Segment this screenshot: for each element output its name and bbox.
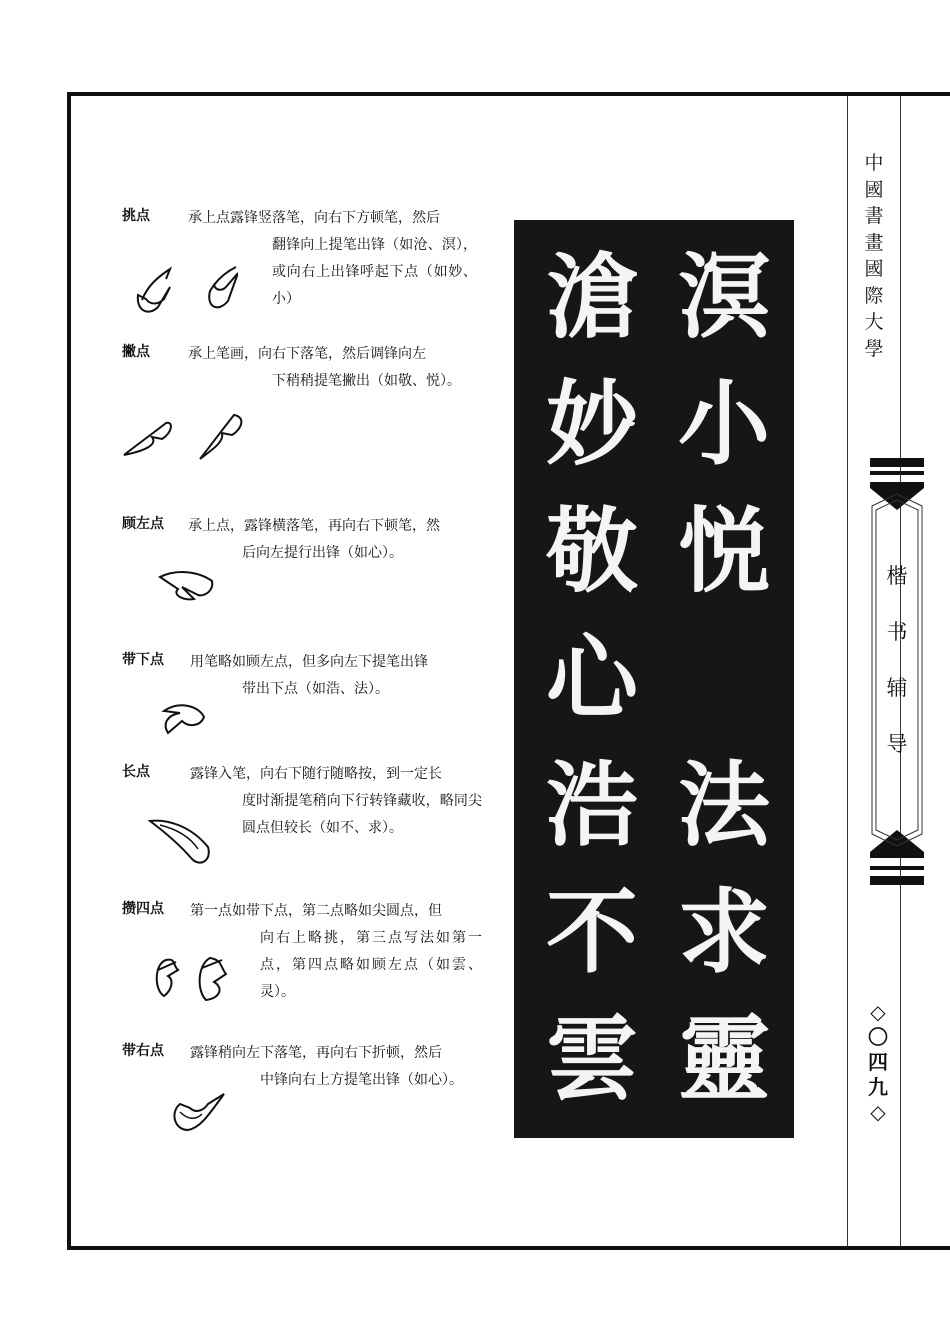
section-bar-bottom-thin: [870, 866, 924, 870]
description-first-line: 承上笔画，向右下落笔，然后调锋向左: [188, 346, 426, 362]
page-number-char: 四: [868, 1050, 888, 1074]
calligraphy-rubbing: [514, 220, 794, 1138]
dai-xia-dian-stroke-icon: [158, 699, 210, 739]
stroke-description: [188, 513, 480, 567]
description-first-line: 露锋稍向左下落笔，再向右下折顿，然后: [190, 1045, 442, 1061]
stroke-entry: [122, 761, 487, 881]
rubbing-character: 求: [677, 878, 770, 986]
stroke-description: [190, 649, 482, 703]
section-title-char: 辅: [886, 676, 908, 700]
dai-you-dian-stroke-icon: [168, 1090, 228, 1136]
description-continuation: 中锋向右上方提笔出锋（如心）。: [260, 1072, 463, 1088]
stroke-entry: [122, 205, 487, 325]
section-bar-top-thin: [870, 471, 924, 475]
series-title-char: 書: [864, 205, 884, 227]
rubbing-character: 悦: [677, 497, 770, 605]
rubbing-character: 浩: [545, 751, 638, 859]
series-title-char: 際: [864, 284, 884, 307]
section-title: [870, 548, 924, 772]
rubbing-character: 雲: [545, 1005, 638, 1113]
stroke-term: 长点: [122, 764, 150, 780]
sidebar-divider-left: [847, 96, 848, 1246]
stroke-entry: [122, 513, 487, 613]
rubbing-character: 靈: [677, 1005, 770, 1113]
stroke-term: 顾左点: [122, 516, 164, 532]
description-continuation: 后向左提行出锋（如心）。: [242, 545, 403, 561]
stroke-description: [190, 898, 482, 1006]
stroke-entry: [122, 341, 487, 471]
stroke-term: 带下点: [122, 652, 164, 668]
description-first-line: 承上点，露锋横落笔，再向右下顿笔，然: [188, 518, 440, 534]
description-first-line: 露锋入笔，向右下随行随略按，到一定长: [190, 766, 442, 782]
rubbing-character: 溟: [677, 243, 770, 351]
rubbing-character: 滄: [545, 243, 638, 351]
description-first-line: 承上点露锋竖落笔，向右下方顿笔，然后: [188, 210, 440, 226]
rubbing-character: 不: [545, 878, 638, 986]
description-first-line: 第一点如带下点，第二点略如尖圆点，但: [190, 903, 442, 919]
pie-dian-stroke-icon: [122, 411, 252, 466]
rubbing-character: 妙: [545, 370, 638, 478]
series-title-char: 學: [864, 337, 884, 360]
stroke-term: 挑点: [122, 208, 150, 224]
rubbing-character: 小: [677, 370, 770, 478]
page-number-char: ◇: [870, 1000, 886, 1024]
series-title-char: 國: [864, 178, 884, 201]
rubbing-character: 敬: [545, 497, 638, 605]
section-bar-top: [870, 458, 924, 467]
rubbing-character: 法: [677, 751, 770, 859]
rubbing-column-left: [532, 234, 652, 1123]
stroke-entry: [122, 898, 487, 1028]
stroke-term: 撇点: [122, 344, 150, 360]
section-bar-bottom: [870, 876, 924, 885]
section-title-char: 书: [886, 620, 908, 644]
series-title-char: 畫: [864, 231, 884, 254]
stroke-description: [190, 761, 482, 842]
description-continuation: 向右上略挑，第三点写法如第一点，第四点略如顾左点（如雲、灵）。: [260, 930, 482, 1000]
stroke-entry: [122, 649, 487, 749]
description-first-line: 用笔略如顾左点，但多向左下提笔出锋: [190, 654, 428, 670]
series-title-char: 國: [864, 258, 884, 280]
stroke-term: 带右点: [122, 1043, 164, 1059]
series-title-char: 中: [864, 152, 884, 174]
section-title-char: 楷: [886, 564, 908, 588]
page-number-char: 〇: [868, 1025, 888, 1049]
rubbing-column-right: [664, 234, 784, 1123]
stroke-term: 攒四点: [122, 901, 164, 917]
description-continuation: 下稍稍提笔撇出（如敬、悦）。: [272, 373, 461, 389]
series-title-char: 大: [864, 311, 884, 333]
description-continuation: 带出下点（如浩、法）。: [242, 681, 389, 697]
stroke-description: [188, 341, 477, 395]
tiao-dian-stroke-icon: [128, 255, 238, 325]
stroke-description: [188, 205, 477, 313]
page-number-char: ◇: [870, 1100, 886, 1124]
chang-dian-stroke-icon: [146, 815, 216, 871]
rubbing-character: 心: [545, 624, 638, 732]
page-number-char: 九: [868, 1075, 888, 1099]
cuan-si-dian-stroke-icon: [150, 950, 230, 1006]
series-title: [858, 150, 890, 362]
description-continuation: 度时渐提笔稍向下行转锋藏收，略同尖圆点但较长（如不、求）。: [242, 793, 482, 836]
section-title-char: 导: [886, 732, 908, 756]
stroke-entry: [122, 1040, 487, 1150]
page-number: [858, 1000, 898, 1125]
description-continuation: 翻锋向上提笔出锋（如沧、溟），或向右上出锋呼起下点（如妙、小）: [272, 237, 477, 307]
gu-zuo-dian-stroke-icon: [158, 567, 218, 607]
stroke-description: [190, 1040, 480, 1094]
